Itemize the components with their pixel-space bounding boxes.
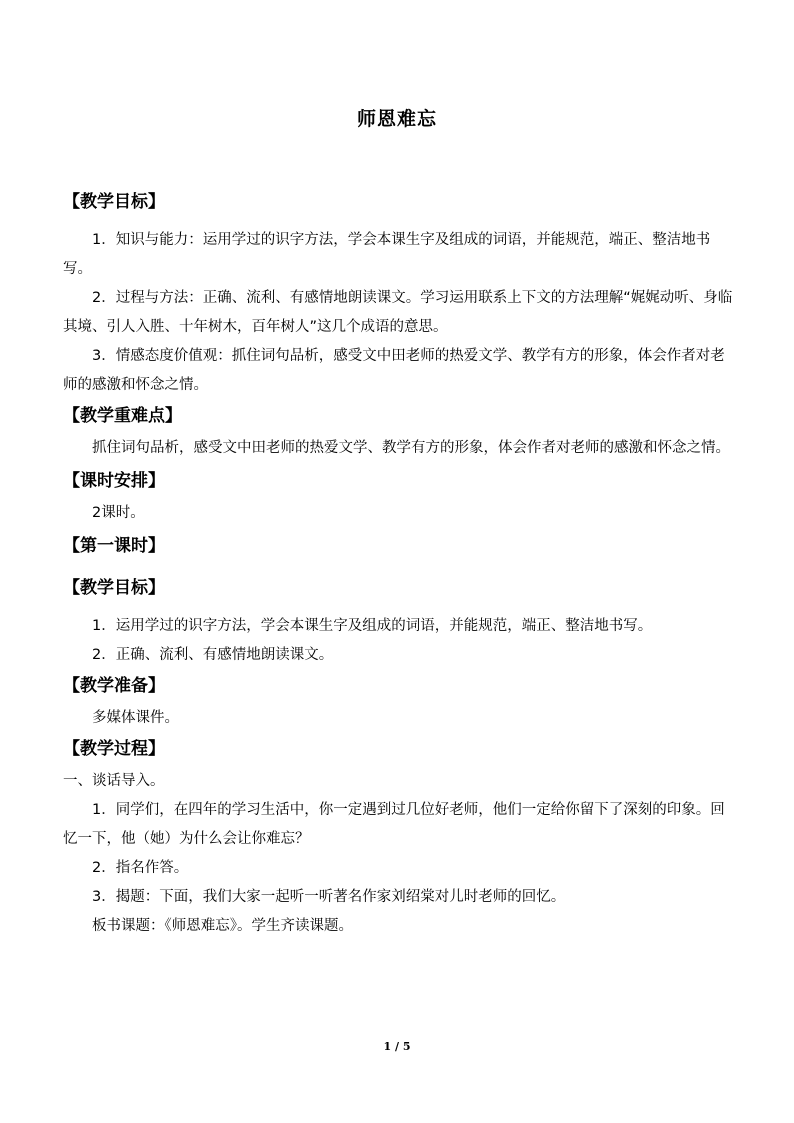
goal2-paragraph: 2．正确、流利、有感情地朗读课文。 [92,647,334,663]
process-intro: 一、谈话导入。 [63,773,165,789]
process-paragraph: 3．揭题：下面，我们大家一起听一听著名作家刘绍棠对儿时老师的回忆。 [92,889,566,905]
page-number: 1 / 5 [383,1040,411,1053]
heading-preparation: 【教学准备】 [63,676,165,696]
goal2-paragraph: 1．运用学过的识字方法，学会本课生字及组成的词语，并能规范，端正、整洁地书写。 [92,618,653,634]
document-body [63,188,733,941]
goal-paragraph: 1．知识与能力：运用学过的识字方法，学会本课生字及组成的词语，并能规范，端正、整洁地书写。 [63,232,711,277]
heading-teaching-goals: 【教学目标】 [63,192,165,212]
schedule-paragraph: 2课时。 [92,505,145,521]
heading-process: 【教学过程】 [63,739,165,759]
goal-paragraph: 2．过程与方法：正确、流利、有感情地朗读课文。学习运用联系上下文的方法理解“娓娓动听、身临其境、引人入胜、十年树木，百年树人”这几个成语的意思。 [63,290,733,335]
process-paragraph: 板书课题：《师恩难忘》。学生齐读课题。 [92,918,353,934]
heading-first-lesson: 【第一课时】 [63,536,165,556]
preparation-paragraph: 多媒体课件。 [92,710,179,726]
process-paragraph: 2．指名作答。 [92,860,189,876]
document-title: 师恩难忘 [356,108,437,130]
heading-teaching-goals-2: 【教学目标】 [63,578,165,598]
heading-schedule: 【课时安排】 [63,471,165,491]
key-points-paragraph: 抓住词句品析，感受文中田老师的热爱文学、教学有方的形象，体会作者对老师的感激和怀念之情。 [92,440,730,456]
goal-paragraph: 3．情感态度价值观：抓住词句品析，感受文中田老师的热爱文学、教学有方的形象，体会作者对老师的感激和怀念之情。 [63,348,725,393]
process-paragraph: 1．同学们，在四年的学习生活中，你一定遇到过几位好老师，他们一定给你留下了深刻的印象。回忆一下，他（她）为什么会让你难忘？ [63,802,725,847]
heading-key-points: 【教学重难点】 [63,406,182,426]
